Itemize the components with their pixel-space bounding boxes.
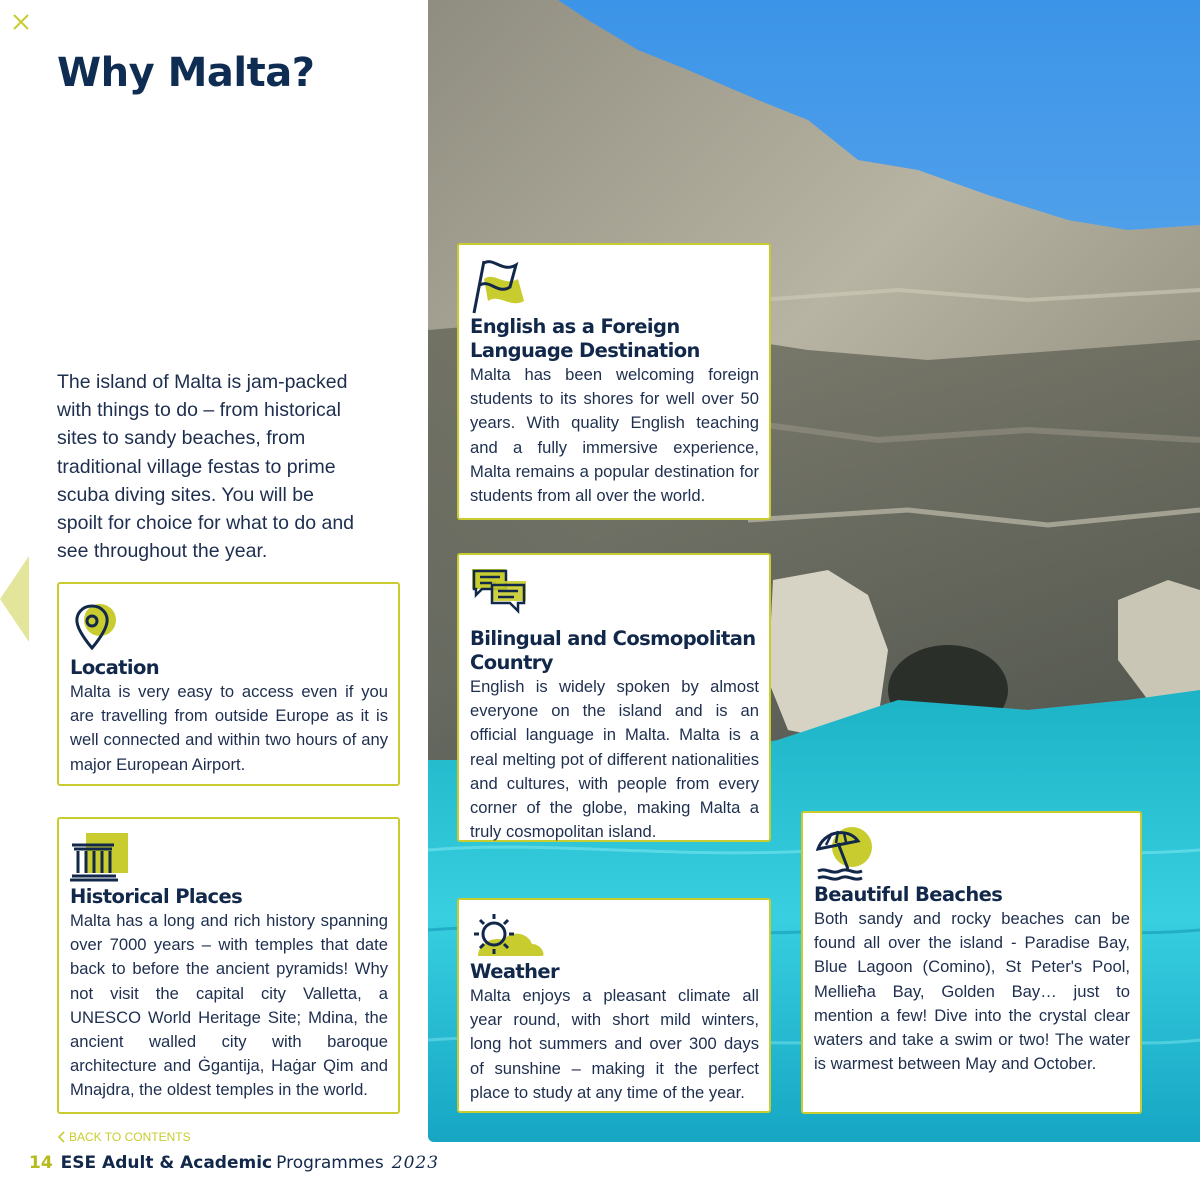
sun-cloud-icon bbox=[470, 910, 550, 960]
temple-icon bbox=[70, 831, 134, 883]
bilingual-country-card bbox=[457, 553, 771, 842]
weather-card bbox=[457, 898, 771, 1113]
page-number: 14 bbox=[29, 1153, 53, 1173]
page-footer bbox=[29, 1153, 439, 1173]
flag-icon bbox=[470, 257, 530, 315]
location-title: Location bbox=[70, 656, 160, 679]
footer-programmes: Programmes bbox=[276, 1153, 384, 1173]
historical-places-text: Malta has a long and rich history spanning over 7000 years – with temples that date back to before the ancient pyramids! Why not visit the capital city Valletta, a UNESCO World Heritage Site; Mdina, the ancient walled city with baroque architecture and Ġgantija, Haġar Qim and Mnajdra, the oldest temples in the world. bbox=[70, 911, 388, 1100]
previous-page-arrow-icon[interactable] bbox=[0, 556, 30, 642]
page-title: Why Malta? bbox=[57, 50, 315, 96]
chat-bubbles-icon bbox=[470, 567, 530, 617]
intro-text: The island of Malta is jam-packed with things to do – from historical sites to sandy beaches, from traditional village festas to prime scuba diving sites. You will be spoilt for choice for what to do and see throughout the year. bbox=[57, 371, 355, 563]
location-text: Malta is very easy to access even if you are travelling from outside Europe as it is well connected and within two hours of any major European Airport. bbox=[70, 682, 388, 774]
beaches-card bbox=[801, 811, 1142, 1114]
footer-year: 2023 bbox=[391, 1153, 440, 1173]
location-card bbox=[57, 582, 400, 786]
weather-text: Malta enjoys a pleasant climate all year round, with short mild winters, long hot summers and over 300 days of sunshine – making it the perfect place to study at any time of the year. bbox=[470, 986, 759, 1102]
footer-brand: ESE Adult & Academic bbox=[60, 1153, 273, 1173]
historical-places-card bbox=[57, 817, 400, 1114]
close-icon[interactable] bbox=[8, 9, 34, 35]
english-destination-card bbox=[457, 243, 771, 520]
weather-title: Weather bbox=[470, 960, 560, 983]
beaches-text: Both sandy and rocky beaches can be found all over the island - Paradise Bay, Blue Lagoon (Comino), St Peter's Pool, Mellieħa Bay, Golden Bay… just to mention a few! Dive into the crystal clear waters and take a swim or two! The water is warmest between May and October. bbox=[814, 909, 1130, 1074]
english-destination-title: English as a Foreign Language Destination bbox=[470, 315, 700, 362]
beaches-title: Beautiful Beaches bbox=[814, 883, 1003, 906]
map-pin-icon bbox=[70, 594, 126, 658]
back-to-contents-link[interactable] bbox=[57, 1130, 191, 1144]
beach-umbrella-icon bbox=[814, 825, 878, 883]
chevron-left-icon bbox=[57, 1131, 65, 1143]
historical-places-title: Historical Places bbox=[70, 885, 243, 908]
bilingual-country-text: English is widely spoken by almost everyone on the island and is an official language in Malta. Malta is a real melting pot of different nationalities and cultures, with people from every corner of the globe, making Malta a truly cosmopolitan island. bbox=[470, 677, 759, 842]
english-destination-text: Malta has been welcoming foreign students to its shores for well over 50 years. With quality English teaching and a fully immersive experience, Malta remains a popular destination for students from all over the world. bbox=[470, 365, 759, 506]
bilingual-country-title: Bilingual and Cosmopolitan Country bbox=[470, 627, 756, 674]
back-to-contents-label: BACK TO CONTENTS bbox=[69, 1130, 191, 1144]
